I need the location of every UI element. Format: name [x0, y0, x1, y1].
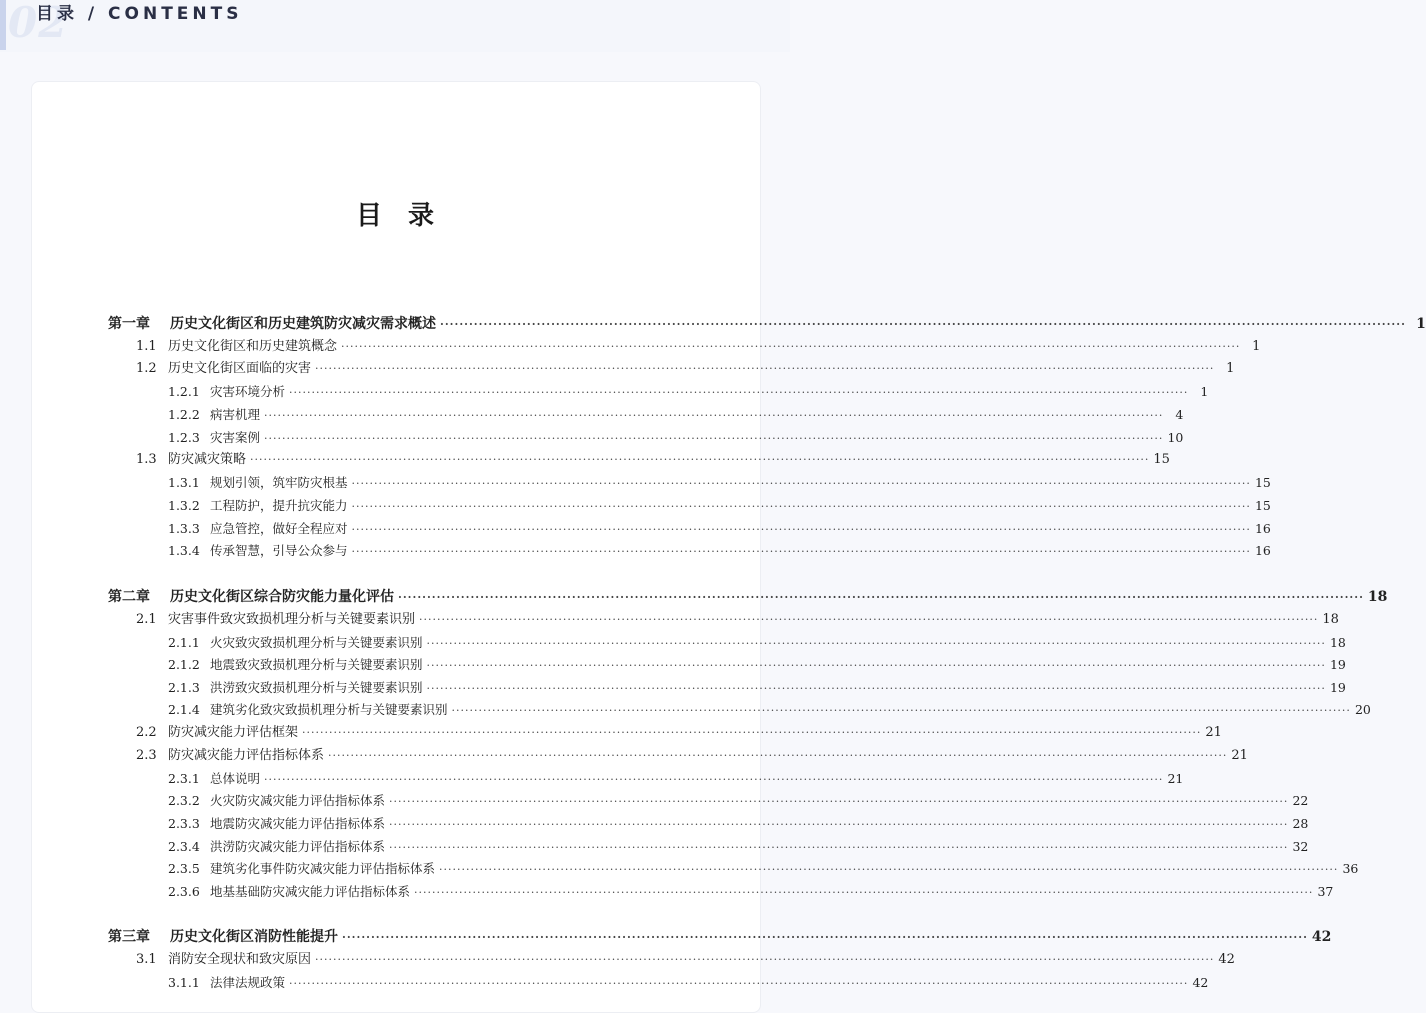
- toc-entry-title: 灾害环境分析: [210, 384, 286, 399]
- toc-entry-page: 1: [1252, 339, 1261, 354]
- toc-entry-page: 10: [1167, 430, 1184, 445]
- toc-dot-leader: ········································································································································································································: [426, 659, 1326, 672]
- toc-entry-number: 2.3.2: [168, 793, 200, 808]
- toc-entry-number: 2.1.3: [168, 680, 200, 695]
- toc-entry-number: 2.2: [136, 725, 157, 740]
- toc-entry-title: 地基基础防灾减灾能力评估指标体系: [210, 884, 411, 899]
- toc-entry-page: 20: [1354, 702, 1371, 717]
- toc-entry-title: 总体说明: [210, 771, 261, 786]
- toc-entry-chapter[interactable]: [108, 586, 1388, 608]
- toc-entry-title: 工程防护，提升抗灾能力: [210, 498, 348, 513]
- toc-entry-page: 21: [1231, 748, 1248, 763]
- toc-entry-page: 15: [1254, 498, 1271, 513]
- toc-entry-title: 建筑劣化致灾致损机理分析与关键要素识别: [210, 702, 448, 717]
- toc-entry-section[interactable]: [136, 609, 1339, 631]
- toc-entry-page: 16: [1254, 543, 1271, 558]
- toc-entry-page: 16: [1254, 521, 1271, 536]
- toc-entry-title: 火灾致灾致损机理分析与关键要素识别: [210, 635, 423, 650]
- toc-dot-leader: ········································································································································································································: [389, 795, 1289, 808]
- toc-entry-number: 2.3.1: [168, 771, 200, 786]
- toc-entry-sub[interactable]: [168, 495, 1271, 517]
- toc-entry-page: 37: [1317, 884, 1334, 899]
- toc-entry-number: 1.3.1: [168, 475, 200, 490]
- toc-entry-page: 28: [1292, 816, 1309, 831]
- toc-entry-sub[interactable]: [168, 427, 1184, 449]
- toc-entry-number: 1.2.2: [168, 407, 200, 422]
- toc-entry-sub[interactable]: [168, 381, 1209, 403]
- toc-entry-title: 历史文化街区综合防灾能力量化评估: [170, 589, 394, 605]
- toc-entry-page: 1: [1416, 316, 1426, 332]
- toc-entry-page: 15: [1153, 452, 1170, 467]
- toc-entry-section[interactable]: [136, 722, 1222, 744]
- toc-entry-page: 15: [1254, 475, 1271, 490]
- toc-entry-page: 18: [1329, 635, 1346, 650]
- toc-entry-title: 火灾防灾减灾能力评估指标体系: [210, 793, 386, 808]
- toc-entry-page: 19: [1329, 657, 1346, 672]
- toc-dot-leader: ········································································································································································································: [419, 613, 1319, 626]
- toc-entry-page: 21: [1205, 725, 1222, 740]
- toc-entry-chapter[interactable]: [108, 313, 1426, 335]
- toc-entry-page: 36: [1342, 861, 1359, 876]
- toc-dot-leader: ········································································································································································································: [351, 477, 1251, 490]
- toc-entry-page: 18: [1367, 589, 1388, 605]
- toc-entry-title: 灾害案例: [210, 430, 261, 445]
- toc-entry-page: 19: [1329, 680, 1346, 695]
- toc-entry-number: 1.2.3: [168, 430, 200, 445]
- toc-entry-sub[interactable]: [168, 972, 1209, 994]
- toc-entry-page: 22: [1292, 793, 1309, 808]
- toc-entry-sub[interactable]: [168, 518, 1271, 540]
- toc-entry-title: 防灾减灾能力评估指标体系: [168, 748, 325, 763]
- toc-entry-section[interactable]: [136, 449, 1170, 471]
- toc-dot-leader: ········································································································································································································: [315, 362, 1215, 375]
- toc-entry-sub[interactable]: [168, 813, 1309, 835]
- toc-dot-leader: ········································································································································································································: [264, 409, 1164, 422]
- toc-entry-title: 规划引领，筑牢防灾根基: [210, 475, 348, 490]
- toc-entry-number: 1.3.4: [168, 543, 200, 558]
- toc-entry-sub[interactable]: [168, 540, 1271, 562]
- toc-dot-leader: ········································································································································································································: [426, 682, 1326, 695]
- toc-entry-title: 建筑劣化事件防灾减灾能力评估指标体系: [210, 861, 436, 876]
- toc-dot-leader: ········································································································································································································: [264, 432, 1164, 445]
- toc-entry-title: 地震致灾致损机理分析与关键要素识别: [210, 657, 423, 672]
- toc-dot-leader: ········································································································································································································: [289, 977, 1189, 990]
- toc-dot-leader: ········································································································································································································: [250, 453, 1150, 466]
- toc-dot-leader: ········································································································································································································: [451, 704, 1351, 717]
- toc-entry-page: 21: [1167, 771, 1184, 786]
- toc-entry-sub[interactable]: [168, 858, 1359, 880]
- toc-entry-number: 第三章: [108, 929, 150, 945]
- toc-entry-sub[interactable]: [168, 699, 1371, 721]
- toc-dot-leader: ········································································································································································································: [328, 749, 1228, 762]
- toc-entry-chapter[interactable]: [108, 926, 1332, 948]
- toc-entry-number: 2.3.5: [168, 861, 200, 876]
- toc-entry-number: 第二章: [108, 589, 150, 605]
- toc-entry-sub[interactable]: [168, 677, 1346, 699]
- toc-dot-leader: ········································································································································································································: [342, 931, 1308, 944]
- toc-entry-title: 地震防灾减灾能力评估指标体系: [210, 816, 386, 831]
- toc-entry-number: 2.1.4: [168, 702, 200, 717]
- toc-dot-leader: ········································································································································································································: [389, 818, 1289, 831]
- toc-entry-section[interactable]: [136, 745, 1248, 767]
- toc-entry-sub[interactable]: [168, 768, 1184, 790]
- toc-entry-title: 法律法规政策: [210, 975, 286, 990]
- toc-entry-title: 消防安全现状和致灾原因: [168, 952, 312, 967]
- toc-entry-title: 历史文化街区面临的灾害: [168, 361, 312, 376]
- toc-entry-title: 传承智慧，引导公众参与: [210, 543, 348, 558]
- toc-dot-leader: ········································································································································································································: [351, 545, 1251, 558]
- toc-entry-title: 历史文化街区消防性能提升: [170, 929, 338, 945]
- toc-entry-title: 防灾减灾策略: [168, 452, 247, 467]
- toc-dot-leader: ········································································································································································································: [264, 773, 1164, 786]
- toc-entry-page: 18: [1322, 612, 1339, 627]
- toc-entry-title: 洪涝致灾致损机理分析与关键要素识别: [210, 680, 423, 695]
- toc-dot-leader: ········································································································································································································: [440, 318, 1406, 331]
- toc-dot-leader: ········································································································································································································: [414, 886, 1314, 899]
- toc-dot-leader: ········································································································································································································: [341, 340, 1241, 353]
- toc-entry-title: 应急管控，做好全程应对: [210, 521, 348, 536]
- toc-entry-number: 1.1: [136, 339, 157, 354]
- toc-entry-number: 2.3.3: [168, 816, 200, 831]
- toc-entry-page: 4: [1175, 407, 1184, 422]
- toc-entry-number: 1.3: [136, 452, 157, 467]
- toc-entry-sub[interactable]: [168, 790, 1309, 812]
- toc-entry-number: 3.1.1: [168, 975, 200, 990]
- toc-dot-leader: ········································································································································································································: [302, 726, 1202, 739]
- toc-entry-section[interactable]: [136, 949, 1235, 971]
- toc-entry-number: 2.3.4: [168, 839, 200, 854]
- toc-entry-number: 2.3.6: [168, 884, 200, 899]
- toc-entry-title: 防灾减灾能力评估框架: [168, 725, 299, 740]
- toc-dot-leader: ········································································································································································································: [289, 386, 1189, 399]
- toc-dot-leader: ········································································································································································································: [439, 863, 1339, 876]
- toc-entry-page: 42: [1311, 929, 1332, 945]
- toc-entry-number: 2.1.1: [168, 635, 200, 650]
- toc-dot-leader: ········································································································································································································: [351, 500, 1251, 513]
- toc-entry-title: 历史文化街区和历史建筑防灾减灾需求概述: [170, 316, 436, 332]
- toc-entry-number: 1.2.1: [168, 384, 200, 399]
- toc-entry-page: 42: [1218, 952, 1235, 967]
- toc-entry-number: 2.1: [136, 612, 157, 627]
- top-accent-bar: [0, 0, 6, 50]
- toc-entry-sub[interactable]: [168, 654, 1346, 676]
- toc-dot-leader: ········································································································································································································: [426, 637, 1326, 650]
- toc-entry-title: 历史文化街区和历史建筑概念: [168, 339, 338, 354]
- toc-entry-sub[interactable]: [168, 632, 1346, 654]
- toc-entry-title: 洪涝防灾减灾能力评估指标体系: [210, 839, 386, 854]
- toc-entry-number: 1.3.2: [168, 498, 200, 513]
- page-heading: 目录: [355, 201, 460, 231]
- toc-entry-sub[interactable]: [168, 836, 1309, 858]
- toc-entry-section[interactable]: [136, 336, 1261, 358]
- toc-dot-leader: ········································································································································································································: [389, 841, 1289, 854]
- section-header-title: 目录 / CONTENTS: [36, 4, 243, 24]
- toc-entry-number: 2.3: [136, 748, 157, 763]
- toc-entry-title: 灾害事件致灾致损机理分析与关键要素识别: [168, 612, 416, 627]
- toc-entry-section[interactable]: [136, 358, 1235, 380]
- toc-entry-number: 第一章: [108, 316, 150, 332]
- toc-entry-number: 2.1.2: [168, 657, 200, 672]
- toc-entry-number: 1.2: [136, 361, 157, 376]
- toc-entry-number: 3.1: [136, 952, 157, 967]
- toc-entry-number: 1.3.3: [168, 521, 200, 536]
- toc-entry-sub[interactable]: [168, 404, 1184, 426]
- toc-entry-page: 42: [1192, 975, 1209, 990]
- toc-dot-leader: ········································································································································································································: [351, 523, 1251, 536]
- toc-dot-leader: ········································································································································································································: [315, 953, 1215, 966]
- section-number-watermark: 02: [8, 0, 69, 47]
- toc-entry-page: 1: [1200, 384, 1209, 399]
- toc-entry-sub[interactable]: [168, 881, 1334, 903]
- toc-entry-sub[interactable]: [168, 472, 1271, 494]
- toc-entry-title: 病害机理: [210, 407, 261, 422]
- toc-dot-leader: ········································································································································································································: [398, 591, 1364, 604]
- toc-entry-page: 1: [1226, 361, 1235, 376]
- toc-entry-page: 32: [1292, 839, 1309, 854]
